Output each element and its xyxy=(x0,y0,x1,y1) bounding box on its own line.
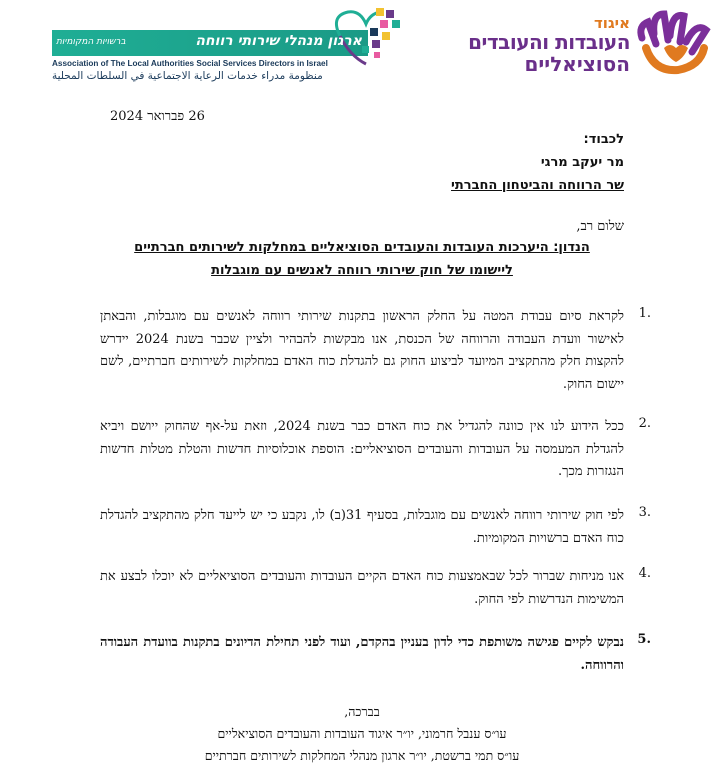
list-item xyxy=(100,306,651,396)
item-number: 5. xyxy=(637,632,651,647)
list-item xyxy=(100,416,651,484)
recipient-title: שר הרווחה והביטחון החברתי xyxy=(451,178,624,193)
greeting: שלום רב, xyxy=(576,219,624,234)
logo-english-name: Association of The Local Authorities Social Services Directors in Israel xyxy=(52,59,328,68)
logo-hebrew-small: ברשויות המקומיות xyxy=(56,37,126,47)
welfare-directors-logo xyxy=(50,6,406,88)
item-text: לפי חוק שירותי רווחה לאנשים עם מוגבלות, בסעיף 31(ב) לו, נקבע כי יש לייעד חלק מהתקציב להגדלת כוח האדם ברשויות המקומיות. xyxy=(100,508,624,546)
logo-arabic-name: منظومة مدراء خدمات الرعاية الاجتماعية في السلطات المحلية xyxy=(52,70,323,82)
logo-right-line1: איגוד xyxy=(593,14,630,32)
item-text: אנו מניחות שברור לכל שבאמצעות כוח האדם הקיים העובדות והעובדים הסוציאליים לא יוכלו לבצע את המשימות הנדרשות לפי החוק. xyxy=(100,569,624,607)
letter-date: 26 פברואר 2024 xyxy=(110,109,205,124)
to-label: לכבוד: xyxy=(583,132,624,147)
logo-hebrew-name: ארגון מנהלי שירותי רווחה xyxy=(195,33,362,49)
item-number: 2. xyxy=(638,416,651,431)
item-text: ככל הידוע לנו אין כוונה להגדיל את כוח האדם כבר בשנת 2024, וזאת על-אף שהחוק ייושם ויביא להגדלת המעמסה על העובדות והעובדים הסוציאליים: הוספת אוכלוסיות חדשות והטלת מטלות חדשות הנגזרות מכך. xyxy=(100,419,625,480)
recipient-name: מר יעקב מרגי xyxy=(540,155,624,170)
signature-2: עו״ס תמי ברשטת, יו״ר ארגון מנהלי המחלקות לשירותים חברתיים xyxy=(204,748,520,763)
subject-line-2: ליישומו של חוק שירותי רווחה לאנשים עם מוגבלות xyxy=(211,263,513,278)
list-item xyxy=(100,566,651,611)
item-number: 1. xyxy=(638,306,651,321)
item-number: 4. xyxy=(638,566,651,581)
list-item xyxy=(100,632,651,677)
item-number: 3. xyxy=(638,505,651,520)
list-item xyxy=(100,505,651,550)
logo-right-line3: הסוציאליים xyxy=(524,52,630,76)
signature-1: עו״ס ענבל חרמוני, יו״ר איגוד העובדות והעובדים הסוציאליים xyxy=(217,726,507,741)
logo-right-line2: העובדות והעובדים xyxy=(468,30,630,54)
item-text: לקראת סיום עבודת המטה על החלק הראשון בתקנות שירותי רווחה לאנשים עם מוגבלות, והבאתן לאישור וועדת העבודה והרווחה של הכנסת, אנו מבקשות להבהיר ולציין שכבר בשנת 2024 יידרש להקצות חלק מהתקציב המיועד לביצוע החוק גם להגדלת כוח האדם במחלקות לשירותים חברתיים, לשם יישום החוק. xyxy=(100,309,624,392)
hand-heart-icon xyxy=(634,8,716,76)
social-workers-union-logo xyxy=(420,8,716,80)
item-text: נבקש לקיים פגישה משותפת כדי לדון בעניין בהקדם, ועוד לפני תחילת הדיונים בתקנות בוועדת העבודה והרווחה. xyxy=(100,635,624,673)
subject-line-1: הנדון: היערכות העובדות והעובדים הסוציאליים במחלקות לשירותים חברתיים xyxy=(134,240,590,255)
closing: בברכה, xyxy=(344,704,380,719)
